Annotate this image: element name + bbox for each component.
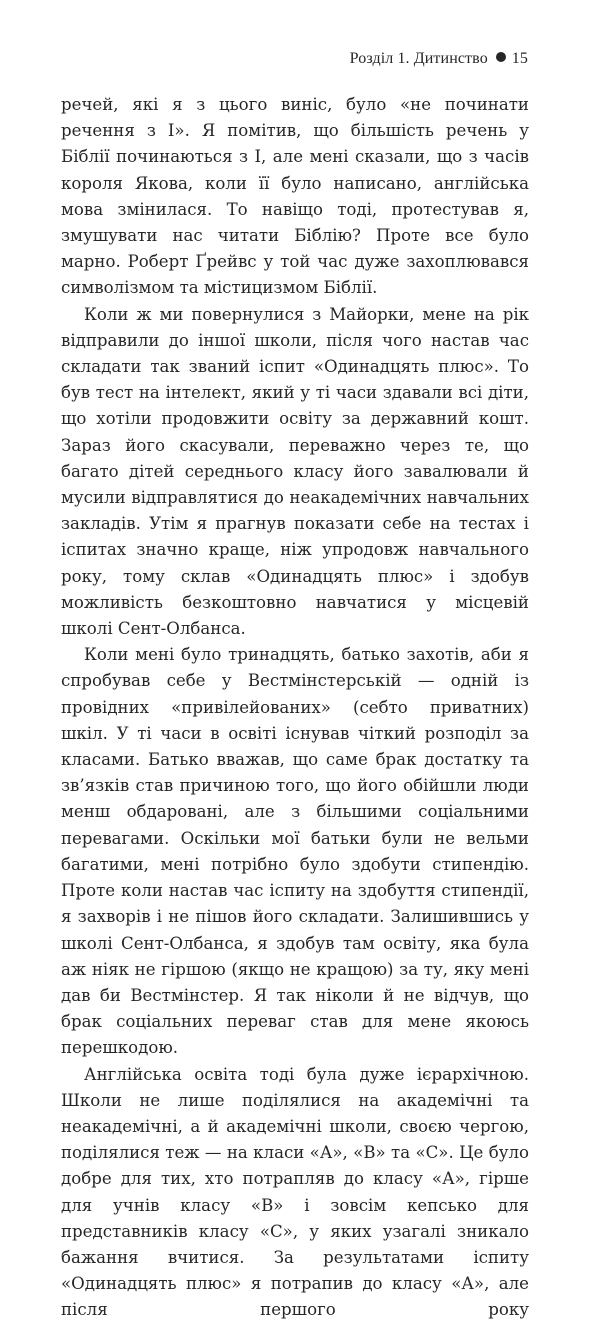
paragraph-continuation: речей, які я з цього виніс, було «не починати речення з І». Я помітив, що більшість речень у Біблії починаються з І, але мені сказали, що з часів короля Якова, коли її було написано, англійська мова змінилася. То навіщо тоді, протестував я, змушувати нас читати Біблію? Проте все було марно. Роберт Ґрейвс у той час дуже захоплювався символізмом та містицизмом Біблії. [61,95,529,298]
paragraph-education-hierarchy: Англійська освіта тоді була дуже ієрархічною. Школи не лише поділялися на академічні та неакадемічні, а й академічні школи, своєю чергою, поділялися теж — на класи «А», «В» та «С». Це було добре для тих, хто потрапляв до класу «А», гірше для учнів класу «В» і зовсім кепсько для представників класу «С», у яких узагалі зникало бажання вчитися. За результатами іспиту «Одинадцять плюс» я потрапив до класу «А», але після першого року [61,1064,529,1320]
page-number: 15 [511,50,528,67]
bullet-separator-icon [496,52,506,62]
paragraph-mallorca: Коли ж ми повернулися з Майорки, мене на рік відправили до іншої школи, після чого настав час складати так званий іспит «Одинадцять плюс». То був тест на інтелект, який у ті часи здавали всі діти, що хотіли продовжити освіту за державний кошт. Зараз його скасували, переважно через те, що багато дітей середнього класу його завалювали й мусили відправлятися до неакадемічних навчальних закладів. Утім я прагнув показати себе на тестах і іспитах значно краще, ніж упродовж навчального року, тому склав «Одинадцять плюс» і здобув можливість безкоштовно навчатися у місцевій школі Сент-Олбанса. [61,304,529,639]
page-body [61,92,529,1324]
chapter-title: Розділ 1. Дитинство [349,50,488,67]
paragraph-westminster: Коли мені було тринадцять, батько захотів, аби я спробував себе у Вестмінстерській — одній із провідних «привілейованих» (себто приватних) шкіл. У ті часи в освіті існував чіткий розподіл за класами. Батько вважав, що саме брак достатку та зв’язків став причиною того, що його обійшли люди менш обдаровані, але з більшими соціальними перевагами. Оскільки мої батьки були не вельми багатими, мені потрібно було здобути стипендію. Проте коли настав час іспиту на здобуття стипендії, я захворів і не пішов його складати. Залишившись у школі Сент-Олбанса, я здобув там освіту, яка була аж ніяк не гіршою (якщо не кращою) за ту, яку мені дав би Вестмінстер. Я так ніколи й не відчув, що брак соціальних переваг став для мене якоюсь перешкодою. [61,645,529,1058]
running-header [350,49,528,69]
